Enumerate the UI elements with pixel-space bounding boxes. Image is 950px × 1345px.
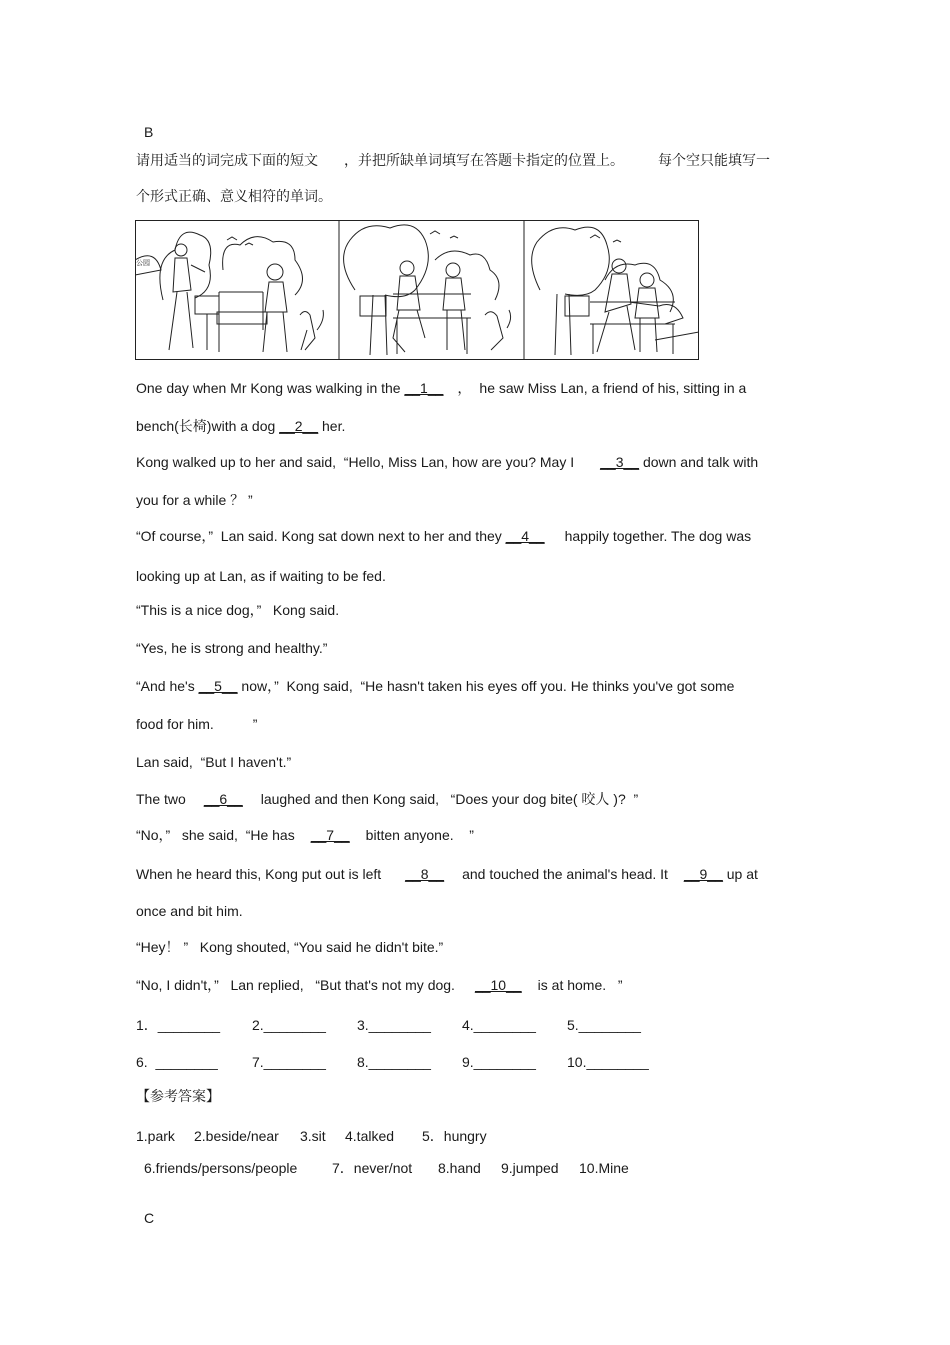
answer-5: 5．hungry (422, 1128, 487, 1144)
passage-line-10: food for him. ” (136, 716, 258, 732)
section-label-b: B (144, 124, 154, 140)
passage-line-11: Lan said, “But I haven't.” (136, 754, 292, 770)
passage-line-17: “No, I didn't，” Lan replied, “But that's not my dog. __10__ is at home. ” (136, 977, 623, 993)
answer-blank-8[interactable]: 8.________ (357, 1054, 431, 1070)
passage-line-13: “No，” she said, “He has __7__ bitten anyone. ” (136, 827, 474, 843)
instr-part-a: 请用适当的词完成下面的短文 (136, 153, 318, 169)
answer-6: 6.friends/persons/people (144, 1160, 298, 1176)
blank-4: __4__ (505, 528, 545, 544)
passage-line-6: looking up at Lan, as if waiting to be fed. (136, 568, 386, 584)
answer-blank-3[interactable]: 3.________ (357, 1017, 431, 1033)
answer-2: 2.beside/near (194, 1128, 279, 1144)
passage-line-14: When he heard this, Kong put out is left __8__ and touched the animal's head. It __9__ up at (136, 866, 758, 882)
blank-8: __8__ (405, 866, 445, 882)
blank-1: __1__ (404, 380, 444, 396)
passage-line-16: “Hey！ ” Kong shouted, “You said he didn't bite.” (136, 939, 444, 955)
blank-2: __2__ (279, 418, 319, 434)
comic-illustration (135, 220, 699, 360)
answer-9: 9.jumped (501, 1160, 559, 1176)
passage-line-15: once and bit him. (136, 903, 243, 919)
instructions-line2: 个形式正确、意义相符的单词。 (136, 189, 332, 205)
passage-line-8: “Yes, he is strong and healthy.” (136, 640, 328, 656)
blank-6: __6__ (203, 791, 243, 807)
answer-heading: 【参考答案】 (136, 1089, 220, 1105)
answer-1: 1.park (136, 1128, 175, 1144)
answer-blank-10[interactable]: 10.________ (567, 1054, 649, 1070)
passage-line-2: bench(长椅)with a dog __2__ her. (136, 418, 346, 434)
instr-part-c: 每个空只能填写一 (658, 153, 770, 169)
blank-10: __10__ (474, 977, 522, 993)
answer-blank-4[interactable]: 4.________ (462, 1017, 536, 1033)
passage-line-4: you for a while ？ ” (136, 492, 253, 508)
blank-9: __9__ (683, 866, 723, 882)
passage-line-5: “Of course，” Lan said. Kong sat down next to her and they __4__ happily together. The dog was (136, 528, 752, 544)
answer-blank-9[interactable]: 9.________ (462, 1054, 536, 1070)
answer-4: 4.talked (345, 1128, 395, 1144)
passage-line-12: The two __6__ laughed and then Kong said, “Does your dog bite( 咬人 )? ” (136, 791, 639, 807)
instr-part-b: ，并把所缺单词填写在答题卡指定的位置上。 (344, 153, 624, 169)
passage-line-3: Kong walked up to her and said, “Hello, Miss Lan, how are you? May I __3__ down and talk with (136, 454, 759, 470)
answer-7: 7．never/not (332, 1160, 413, 1176)
section-label-c: C (144, 1210, 155, 1226)
answer-blank-7[interactable]: 7.________ (252, 1054, 326, 1070)
passage-line-9: “And he's __5__ now，” Kong said, “He hasn't taken his eyes off you. He thinks you've got some (136, 678, 735, 694)
answer-blank-1[interactable]: 1．________ (136, 1017, 221, 1033)
answer-10: 10.Mine (579, 1160, 629, 1176)
blank-7: __7__ (310, 827, 350, 843)
passage-line-7: “This is a nice dog，” Kong said. (136, 602, 340, 618)
passage-line-1: One day when Mr Kong was walking in the __1__ ， he saw Miss Lan, a friend of his, sitting in a (136, 380, 747, 396)
answer-blank-6[interactable]: 6. ________ (136, 1054, 218, 1070)
instructions-line1 (136, 152, 770, 170)
answer-blank-2[interactable]: 2.________ (252, 1017, 326, 1033)
answer-8: 8.hand (438, 1160, 481, 1176)
blank-5: __5__ (198, 678, 238, 694)
answer-blank-5[interactable]: 5.________ (567, 1017, 641, 1033)
blank-3: __3__ (600, 454, 640, 470)
park-sign-text: 公园 (136, 259, 150, 267)
answer-3: 3.sit (300, 1128, 326, 1144)
